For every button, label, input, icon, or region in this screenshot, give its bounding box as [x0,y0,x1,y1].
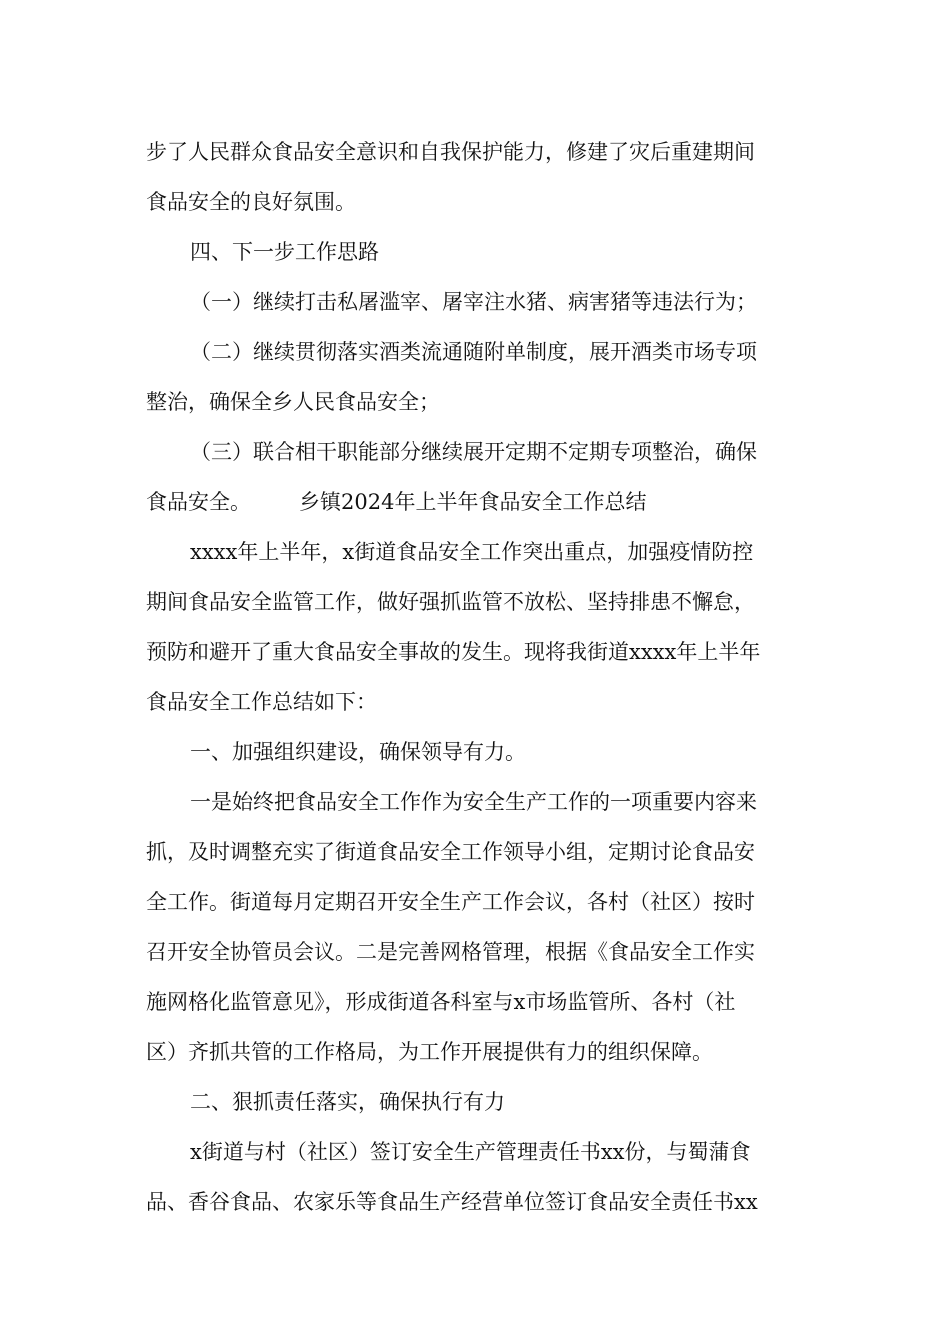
section-heading: 四、下一步工作思路 [190,240,379,264]
paragraph-line: 整治，确保全乡人民食品安全； [146,390,440,414]
paragraph-line: 食品安全工作总结如下： [146,690,377,714]
paragraph-line: 预防和避开了重大食品安全事故的发生。现将我街道xxxx年上半年 [146,640,761,664]
paragraph-line: 抓，及时调整充实了街道食品安全工作领导小组，定期讨论食品安 [146,840,755,864]
list-item: （一）继续打击私屠滥宰、屠宰注水猪、病害猪等违法行为； [190,290,757,314]
paragraph-line: 步了人民群众食品安全意识和自我保护能力，修建了灾后重建期间 [146,140,755,164]
paragraph-line: 施网格化监管意见》，形成街道各科室与x市场监管所、各村（社 [146,990,736,1014]
paragraph-line: 区）齐抓共管的工作格局，为工作开展提供有力的组织保障。 [146,1040,713,1064]
paragraph-line: xxxx年上半年，x街道食品安全工作突出重点，加强疫情防控 [190,540,754,564]
section-heading: 一、加强组织建设，确保领导有力。 [190,740,526,764]
paragraph-line: 召开安全协管员会议。二是完善网格管理，根据《食品安全工作实 [146,940,755,964]
list-item: （三）联合相干职能部分继续展开定期不定期专项整治，确保 [190,440,757,464]
paragraph-line: 全工作。街道每月定期召开安全生产工作会议，各村（社区）按时 [146,890,755,914]
paragraph-line: 食品安全的良好氛围。 [146,190,356,214]
document-title: 乡镇2024年上半年食品安全工作总结 [299,490,647,514]
paragraph-line: 品、香谷食品、农家乐等食品生产经营单位签订食品安全责任书xx [146,1190,758,1214]
paragraph-line: x街道与村（社区）签订安全生产管理责任书xx份，与蜀蒲食 [190,1140,751,1164]
section-heading: 二、狠抓责任落实，确保执行有力 [190,1090,505,1114]
paragraph-line [146,487,806,517]
paragraph-line: 一是始终把食品安全工作作为安全生产工作的一项重要内容来 [190,790,757,814]
paragraph-line: 期间食品安全监管工作，做好强抓监管不放松、坚持排患不懈怠， [146,590,755,614]
paragraph-text: 食品安全。 [146,490,251,514]
list-item: （二）继续贯彻落实酒类流通随附单制度，展开酒类市场专项 [190,340,757,364]
